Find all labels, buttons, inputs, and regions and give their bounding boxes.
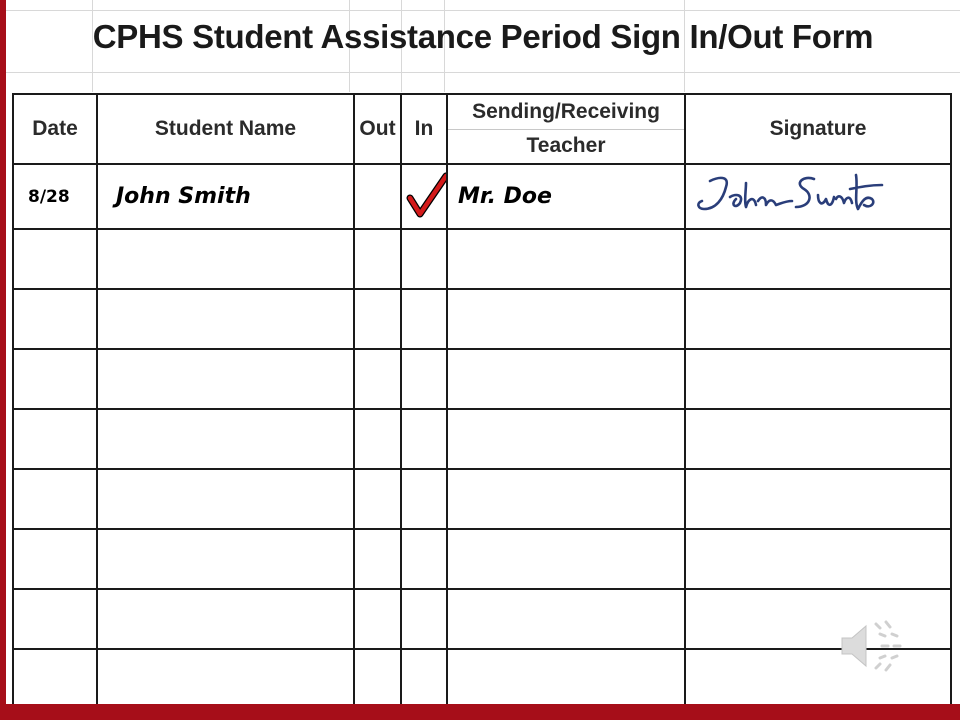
in-cell[interactable] [401,529,447,589]
in-cell[interactable] [401,164,447,229]
teacher-cell[interactable] [447,589,685,649]
out-cell[interactable] [354,469,401,529]
teacher-cell[interactable] [447,164,685,229]
out-cell[interactable] [354,289,401,349]
signature-cell[interactable] [685,589,951,649]
signature-image [686,165,950,223]
teacher-cell[interactable] [447,349,685,409]
student-name-cell[interactable] [97,409,354,469]
teacher-value: Mr. Doe [458,184,552,209]
teacher-cell[interactable] [447,409,685,469]
student-name-cell[interactable] [97,229,354,289]
table-row [13,349,951,409]
check-mark-icon [406,168,447,226]
out-cell[interactable] [354,229,401,289]
form-title: CPHS Student Assistance Period Sign In/Out Form [92,18,874,55]
table-row [13,289,951,349]
student-name-cell[interactable] [97,589,354,649]
teacher-cell[interactable] [447,229,685,289]
sheet-gridline [6,72,960,73]
signature-cell[interactable] [685,409,951,469]
header-student-name: Student Name [97,94,354,164]
header-teacher-line1: Sending/Receiving [448,95,684,130]
date-cell[interactable] [13,589,97,649]
date-cell[interactable] [13,409,97,469]
out-cell[interactable] [354,349,401,409]
date-cell[interactable] [13,164,97,229]
teacher-cell[interactable] [447,649,685,704]
teacher-cell[interactable] [447,529,685,589]
sheet-gridline [6,10,960,11]
in-cell[interactable] [401,649,447,704]
signature-cell[interactable] [685,289,951,349]
in-cell[interactable] [401,409,447,469]
date-cell[interactable] [13,469,97,529]
out-cell[interactable] [354,649,401,704]
signature-cell[interactable] [685,229,951,289]
signature-cell[interactable] [685,469,951,529]
out-cell[interactable] [354,589,401,649]
date-cell[interactable] [13,529,97,589]
in-cell[interactable] [401,469,447,529]
header-out: Out [354,94,401,164]
in-cell[interactable] [401,289,447,349]
out-cell[interactable] [354,409,401,469]
date-cell[interactable] [13,289,97,349]
student-name-cell[interactable] [97,529,354,589]
empty-rows-group [13,229,951,704]
in-cell[interactable] [401,229,447,289]
teacher-cell[interactable] [447,469,685,529]
table-row [13,469,951,529]
form-sheet [6,0,960,704]
header-date: Date [13,94,97,164]
table-row [13,589,951,649]
student-name-cell[interactable] [97,469,354,529]
in-cell[interactable] [401,589,447,649]
sign-in-out-table [12,93,952,704]
student-name-value: John Smith [116,184,251,209]
out-cell[interactable] [354,164,401,229]
student-name-cell[interactable] [97,349,354,409]
teacher-cell[interactable] [447,289,685,349]
table-row [13,409,951,469]
table-row [13,649,951,704]
date-cell[interactable] [13,229,97,289]
signature-cell[interactable] [685,529,951,589]
student-name-cell[interactable] [97,164,354,229]
signature-cell[interactable] [685,349,951,409]
header-in: In [401,94,447,164]
table-header-row [13,94,951,164]
header-signature: Signature [685,94,951,164]
in-cell[interactable] [401,349,447,409]
table-row [13,529,951,589]
signature-cell[interactable] [685,649,951,704]
date-cell[interactable] [13,649,97,704]
table-row [13,229,951,289]
student-name-cell[interactable] [97,289,354,349]
date-cell[interactable] [13,349,97,409]
header-teacher [447,94,685,164]
out-cell[interactable] [354,529,401,589]
speaker-icon[interactable] [836,616,906,676]
signature-cell[interactable] [685,164,951,229]
header-teacher-line2: Teacher [526,134,606,158]
table-row [13,164,951,229]
student-name-cell[interactable] [97,649,354,704]
date-value: 8/28 [28,186,70,207]
